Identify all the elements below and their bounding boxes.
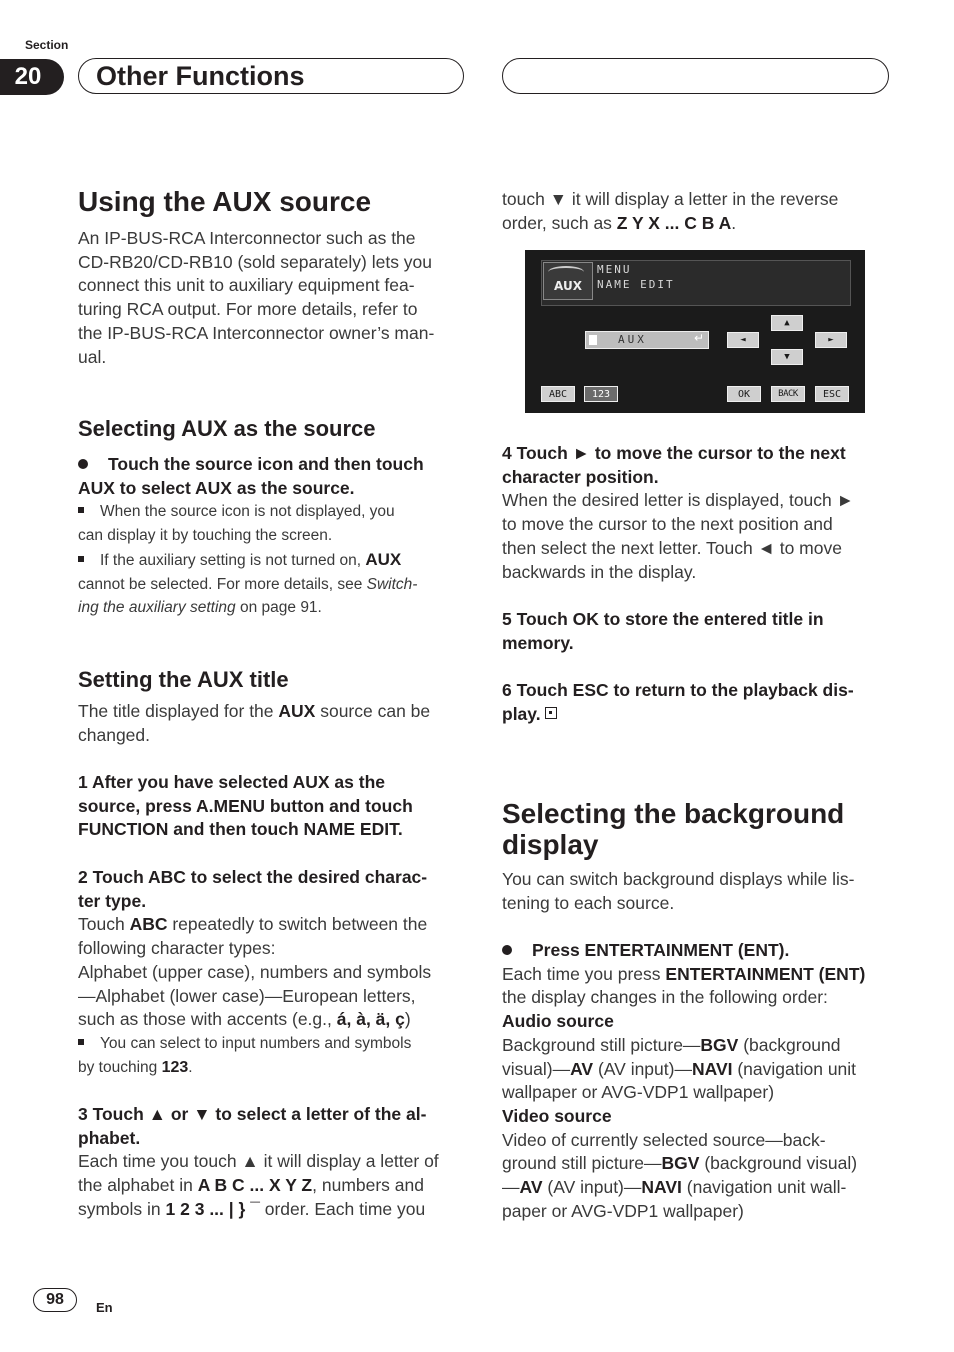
select-bullet: Touch the source icon and then touch AUX to select AUX as the source. — [78, 454, 424, 498]
step-1: 1 After you have selected AUX as the source, press A.MENU button and touch FUNCTION and then touch NAME EDIT. — [78, 772, 413, 840]
background-display-section: Selecting the background display You can switch background displays while lis- tening to each source. — [502, 798, 890, 915]
header-empty-frame — [502, 58, 889, 94]
entertainment-section: Press ENTERTAINMENT (ENT). Each time you press ENTERTAINMENT (ENT) the display changes in the following order: Audio source Background still picture—BGV (background visual)—AV (AV input)—NAVI (navigation unit wallpaper or AVG-VDP1 wallpaper) Video source Video of currently selected source—back- ground still picture—BGV (background visual) —AV (AV input)—NAVI (navigation unit wall- paper or AVG-VDP1 wallpaper) — [502, 940, 866, 1221]
section-title: Other Functions — [96, 61, 305, 91]
note-square-icon — [78, 556, 84, 562]
left-button[interactable]: ◄ — [727, 332, 759, 348]
screen-name-edit-label: NAME EDIT — [597, 278, 675, 291]
section-number-badge: 20 — [0, 59, 64, 95]
step-3: 3 Touch ▲ or ▼ to select a letter of the al- phabet. Each time you touch ▲ it will display a letter of the alphabet in A B C ... X Y Z, numbers and symbols in 1 2 3 ... | } ¯ order. Each time you — [78, 1104, 439, 1219]
note-square-icon — [78, 1039, 84, 1045]
heading-setting-title: Setting the AUX title — [78, 667, 289, 692]
step-5: 5 Touch OK to store the entered title in memory. — [502, 609, 824, 653]
step-3-continued: touch ▼ it will display a letter in the reverse order, such as Z Y X ... C B A. — [502, 189, 839, 233]
aux-intro: An IP-BUS-RCA Interconnector such as the CD-RB20/CD-RB10 (sold separately) lets you connect this unit to auxiliary equipment fea- turing RCA output. For more details, refer to the IP-BUS-RCA Interconnector owner’s man- ual. — [78, 228, 435, 367]
bullet-icon — [502, 945, 512, 955]
end-of-section-icon — [545, 707, 557, 719]
up-button[interactable]: ▲ — [771, 315, 803, 331]
select-aux-section — [78, 416, 466, 620]
note-aux-setting: If the auxiliary setting is not turned on, AUX cannot be selected. For more details, see Switch- ing the auxiliary setting on page 91. — [78, 549, 418, 617]
note-source-icon: When the source icon is not displayed, you can display it by touching the screen. — [78, 503, 395, 545]
note-numbers: You can select to input numbers and symbols by touching 123. — [78, 1034, 412, 1076]
heading-selecting-aux: Selecting AUX as the source — [78, 416, 376, 441]
aux-logo: AUX — [543, 262, 593, 300]
abc-button[interactable]: ABC — [541, 386, 575, 402]
note-square-icon — [78, 507, 84, 513]
cursor-block — [589, 335, 597, 345]
name-edit-screen — [525, 250, 865, 413]
language-label: En — [96, 1300, 113, 1315]
step-4: 4 Touch ► to move the cursor to the next character position. When the desired letter is displayed, touch ► to move the cursor to the next position and then select the next letter. Touch ◄ to move backwards in the display. — [502, 443, 854, 582]
set-title-section: Setting the AUX title The title displayed for the AUX source can be changed. — [78, 667, 466, 747]
bullet-icon — [78, 459, 88, 469]
title-input-field[interactable]: AUX ↵ — [585, 331, 709, 349]
audio-source-label: Audio source — [502, 1011, 614, 1032]
right-button[interactable]: ► — [815, 332, 847, 348]
ok-button[interactable]: OK — [727, 386, 761, 402]
aux-logo-swoosh-icon — [548, 266, 584, 278]
enter-icon: ↵ — [693, 331, 704, 345]
heading-background-display: Selecting the background display — [502, 798, 845, 860]
screen-menu-label: MENU — [597, 263, 632, 276]
esc-button[interactable]: ESC — [815, 386, 849, 402]
page-number: 98 — [33, 1288, 77, 1312]
down-button[interactable]: ▼ — [771, 349, 803, 365]
section-label: Section — [25, 38, 69, 52]
video-source-label: Video source — [502, 1105, 612, 1126]
num-button[interactable]: 123 — [584, 386, 618, 402]
heading-using-aux: Using the AUX source — [78, 186, 372, 217]
step-2: 2 Touch ABC to select the desired charac- ter type. Touch ABC repeatedly to switch between the following character types: Alphabet (upper case), numbers and symbols —Alphabet (lower case)—European letters, such as those with accents (e.g., á, à, ä, ç) You can select to input numbers and symbols by touching 123. — [78, 866, 466, 1079]
step-6: 6 Touch ESC to return to the playback dis- play. — [502, 680, 854, 724]
back-button[interactable]: BACK — [771, 386, 805, 402]
left-column — [78, 186, 466, 369]
